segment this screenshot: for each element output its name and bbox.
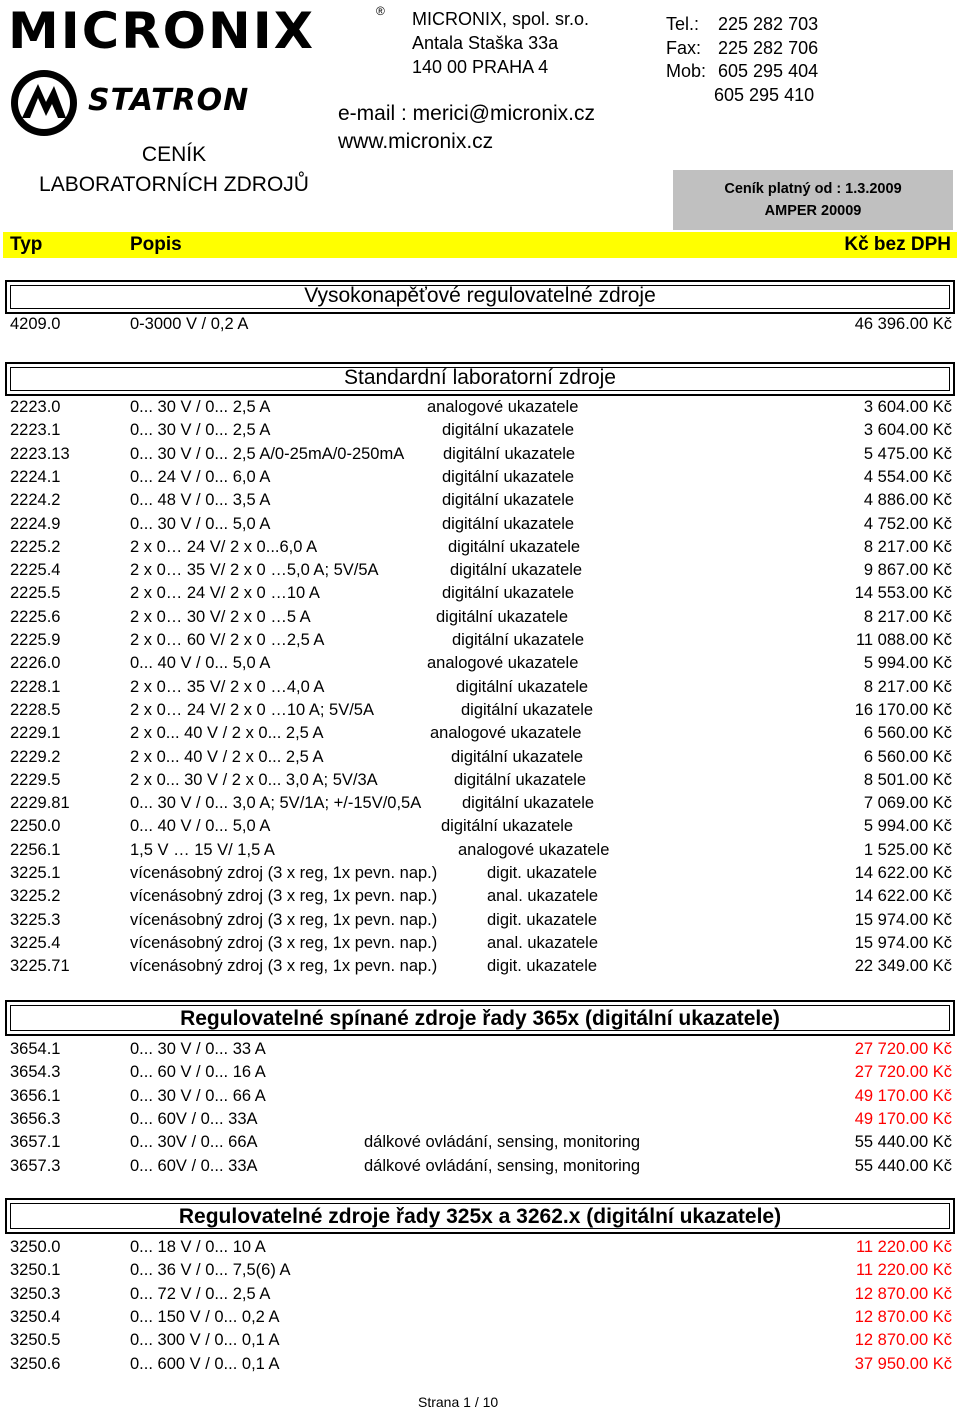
table-row <box>10 839 952 862</box>
table-row <box>10 1283 952 1306</box>
row-description: 0... 60V / 0... 33A <box>130 1109 258 1128</box>
table-row <box>10 862 952 885</box>
row-type-code: 2229.81 <box>10 794 70 813</box>
table-row <box>10 582 952 605</box>
row-description: 2 x 0… 24 V/ 2 x 0 …10 A; 5V/5A <box>130 700 374 719</box>
table-row <box>10 1131 952 1154</box>
table-row <box>10 676 952 699</box>
company-street: Antala Staška 33a <box>412 33 559 53</box>
row-price: 37 950.00 Kč <box>854 1354 952 1373</box>
row-type-code: 2224.9 <box>10 514 61 533</box>
row-description: 0... 30 V / 0... 2,5 A/0-25mA/0-250mA <box>130 444 405 463</box>
row-price: 27 720.00 Kč <box>854 1040 952 1058</box>
company-city: 140 00 PRAHA 4 <box>412 57 549 77</box>
row-type-code: 2225.4 <box>10 561 61 580</box>
row-description: 0... 40 V / 0... 5,0 A <box>130 654 271 673</box>
row-price: 11 220.00 Kč <box>855 1238 952 1256</box>
table-row <box>10 419 952 442</box>
company-address <box>412 7 589 79</box>
registered-mark: ® <box>376 4 385 18</box>
row-price: 7 069.00 Kč <box>863 794 952 813</box>
table-row <box>10 536 952 559</box>
row-note: analogové ukazatele <box>427 398 579 416</box>
row-description: 0... 600 V / 0... 0,1 A <box>130 1354 280 1373</box>
row-type-code: 2225.2 <box>10 537 61 556</box>
row-description: vícenásobný zdroj (3 x reg, 1x pevn. nap.) <box>130 957 438 976</box>
row-note: digit. ukazatele <box>487 864 598 882</box>
row-note: digitální ukazatele <box>461 700 594 719</box>
row-note: digitální ukazatele <box>462 794 595 813</box>
row-description: 0... 30 V / 0... 5,0 A <box>130 514 271 533</box>
table-row <box>10 396 952 419</box>
column-header-bar <box>3 232 957 258</box>
row-description: 0... 24 V / 0... 6,0 A <box>130 467 271 486</box>
phone-value: 605 295 404 <box>718 61 819 81</box>
row-description: 1,5 V … 15 V/ 1,5 A <box>130 840 275 859</box>
row-price: 4 886.00 Kč <box>863 491 952 510</box>
row-note: anal. ukazatele <box>487 887 598 906</box>
table-row <box>10 313 952 336</box>
row-price: 4 752.00 Kč <box>863 514 952 533</box>
row-note: digit. ukazatele <box>487 910 598 929</box>
row-price: 12 870.00 Kč <box>854 1307 952 1326</box>
row-price: 55 440.00 Kč <box>854 1156 952 1175</box>
table-row <box>10 443 952 466</box>
column-type: Typ <box>10 234 43 255</box>
section-title: Regulovatelné spínané zdroje řady 365x (digitální ukazatele) <box>180 1007 780 1030</box>
row-note: digitální ukazatele <box>441 817 574 836</box>
row-note: digitální ukazatele <box>442 421 575 440</box>
row-note: analogové ukazatele <box>427 654 579 673</box>
row-price: 14 622.00 Kč <box>854 864 952 882</box>
row-price: 49 170.00 Kč <box>854 1086 952 1105</box>
table-row <box>10 652 952 675</box>
row-description: 0... 60V / 0... 33A <box>130 1156 258 1175</box>
row-price: 11 088.00 Kč <box>855 631 952 649</box>
row-note: digitální ukazatele <box>442 467 575 486</box>
row-price: 14 553.00 Kč <box>854 584 952 603</box>
row-type-code: 3656.3 <box>10 1109 61 1128</box>
table-row <box>10 769 952 792</box>
phone-value: 605 295 410 <box>714 84 815 105</box>
row-description: 0... 30 V / 0... 33 A <box>130 1040 266 1058</box>
row-type-code: 3657.1 <box>10 1133 61 1152</box>
row-type-code: 3250.0 <box>10 1238 61 1256</box>
table-row <box>10 1061 952 1084</box>
table-row <box>10 1236 952 1259</box>
phone-label: Tel.: <box>666 14 700 34</box>
row-type-code: 2256.1 <box>10 840 61 859</box>
row-price: 5 994.00 Kč <box>863 817 952 836</box>
row-description: 0... 300 V / 0... 0,1 A <box>130 1331 280 1350</box>
row-note: dálkové ovládání, sensing, monitoring <box>364 1156 641 1175</box>
row-description: 0... 30 V / 0... 2,5 A <box>130 421 271 440</box>
row-description: 2 x 0... 40 V / 2 x 0... 2,5 A <box>130 724 324 743</box>
phone-label: Fax: <box>666 37 702 58</box>
row-description: 2 x 0… 24 V/ 2 x 0...6,0 A <box>130 537 318 556</box>
row-description: vícenásobný zdroj (3 x reg, 1x pevn. nap.) <box>130 910 438 929</box>
row-price: 16 170.00 Kč <box>854 700 952 719</box>
row-price: 8 501.00 Kč <box>863 770 952 789</box>
document-title-line2: LABORATORNÍCH ZDROJŮ <box>39 173 309 196</box>
row-note: digitální ukazatele <box>456 677 589 696</box>
row-type-code: 3225.2 <box>10 887 61 906</box>
table-row <box>10 1329 952 1352</box>
row-description: 0... 18 V / 0... 10 A <box>130 1238 266 1256</box>
row-price: 27 720.00 Kč <box>854 1063 952 1082</box>
row-description: 2 x 0… 35 V/ 2 x 0 …4,0 A <box>130 677 325 696</box>
table-row <box>10 792 952 815</box>
row-type-code: 3250.1 <box>10 1261 61 1280</box>
table-row <box>10 489 952 512</box>
row-price: 12 870.00 Kč <box>854 1284 952 1303</box>
row-description: 0... 48 V / 0... 3,5 A <box>130 491 271 510</box>
table-row <box>10 1259 952 1282</box>
validity-event: AMPER 20009 <box>764 203 862 219</box>
document-title-line1: CENÍK <box>141 143 207 166</box>
row-type-code: 2223.1 <box>10 421 61 440</box>
row-description: 2 x 0… 24 V/ 2 x 0 …10 A <box>130 584 320 603</box>
row-note: analogové ukazatele <box>430 724 582 743</box>
table-row <box>10 909 952 932</box>
row-type-code: 2224.1 <box>10 467 61 486</box>
sub-brand-wordmark: STATRON <box>88 83 250 118</box>
table-row <box>10 559 952 582</box>
row-note: anal. ukazatele <box>487 933 598 952</box>
row-price: 55 440.00 Kč <box>854 1133 952 1152</box>
table-row <box>10 1353 952 1376</box>
row-type-code: 3250.3 <box>10 1284 61 1303</box>
row-note: digitální ukazatele <box>442 491 575 510</box>
row-type-code: 2229.5 <box>10 770 61 789</box>
row-description: vícenásobný zdroj (3 x reg, 1x pevn. nap.) <box>130 933 438 952</box>
section-title: Regulovatelné zdroje řady 325x a 3262.x (digitální ukazatele) <box>178 1205 782 1228</box>
row-type-code: 2225.5 <box>10 584 61 603</box>
row-type-code: 2223.13 <box>10 444 70 463</box>
row-description: 2 x 0... 30 V / 2 x 0... 3,0 A; 5V/3A <box>130 770 378 789</box>
row-note: digitální ukazatele <box>450 561 583 580</box>
row-type-code: 3657.3 <box>10 1156 61 1175</box>
row-type-code: 2229.2 <box>10 747 61 766</box>
row-price: 8 217.00 Kč <box>863 677 952 696</box>
row-price: 8 217.00 Kč <box>863 537 952 556</box>
row-description: 2 x 0… 30 V/ 2 x 0 …5 A <box>130 607 311 626</box>
row-price: 46 396.00 Kč <box>854 315 952 333</box>
row-price: 5 475.00 Kč <box>863 444 952 463</box>
company-email[interactable]: e-mail : merici@micronix.cz <box>338 102 596 125</box>
row-price: 3 604.00 Kč <box>863 421 952 440</box>
row-type-code: 2225.9 <box>10 631 61 649</box>
row-type-code: 2226.0 <box>10 654 61 673</box>
row-note: analogové ukazatele <box>458 840 610 859</box>
row-price: 9 867.00 Kč <box>863 561 952 580</box>
table-row <box>10 722 952 745</box>
row-description: 0... 30 V / 0... 2,5 A <box>130 398 271 416</box>
row-type-code: 2224.2 <box>10 491 61 510</box>
row-description: 2 x 0… 60 V/ 2 x 0 …2,5 A <box>130 631 325 649</box>
row-type-code: 4209.0 <box>10 315 61 333</box>
phone-label: Mob: <box>666 61 707 81</box>
row-description: 0... 60 V / 0... 16 A <box>130 1063 266 1082</box>
row-note: digitální ukazatele <box>452 631 585 649</box>
row-price: 4 554.00 Kč <box>863 467 952 486</box>
row-type-code: 3250.4 <box>10 1307 61 1326</box>
row-type-code: 2228.1 <box>10 677 61 696</box>
table-row <box>10 1108 952 1131</box>
phone-value: 225 282 706 <box>718 37 819 58</box>
row-description: vícenásobný zdroj (3 x reg, 1x pevn. nap.) <box>130 887 438 906</box>
row-type-code: 3225.71 <box>10 957 70 976</box>
row-note: digitální ukazatele <box>451 747 584 766</box>
row-description: 0-3000 V / 0,2 A <box>130 315 249 333</box>
row-description: 0... 30 V / 0... 3,0 A; 5V/1A; +/-15V/0,5A <box>130 794 422 813</box>
row-price: 14 622.00 Kč <box>854 887 952 906</box>
row-price: 15 974.00 Kč <box>854 933 952 952</box>
company-name: MICRONIX, spol. sr.o. <box>412 9 590 29</box>
table-row <box>10 885 952 908</box>
row-price: 3 604.00 Kč <box>863 398 952 416</box>
row-price: 1 525.00 Kč <box>863 840 952 859</box>
table-row <box>10 1038 952 1061</box>
column-description: Popis <box>130 234 182 255</box>
row-description: 0... 30 V / 0... 66 A <box>130 1086 266 1105</box>
company-website[interactable]: www.micronix.cz <box>338 130 494 153</box>
table-row <box>10 955 952 978</box>
row-description: 0... 150 V / 0... 0,2 A <box>130 1307 280 1326</box>
price-validity-box <box>673 170 953 230</box>
row-description: 0... 30V / 0... 66A <box>130 1133 258 1152</box>
row-description: 0... 72 V / 0... 2,5 A <box>130 1284 271 1303</box>
row-type-code: 3656.1 <box>10 1086 61 1105</box>
table-row <box>10 746 952 769</box>
row-note: digitální ukazatele <box>454 770 587 789</box>
table-row <box>10 466 952 489</box>
row-description: vícenásobný zdroj (3 x reg, 1x pevn. nap.) <box>130 864 438 882</box>
row-note: digitální ukazatele <box>436 607 569 626</box>
row-note: digitální ukazatele <box>442 584 575 603</box>
row-price: 22 349.00 Kč <box>854 957 952 976</box>
row-price: 8 217.00 Kč <box>863 607 952 626</box>
page-number: Strana 1 / 10 <box>418 1394 499 1410</box>
column-price: Kč bez DPH <box>844 234 951 255</box>
row-description: 0... 36 V / 0... 7,5(6) A <box>130 1261 291 1280</box>
table-row <box>10 1085 952 1108</box>
table-row <box>10 513 952 536</box>
brand-wordmark: MICRONIX <box>8 2 316 60</box>
table-row <box>10 1306 952 1329</box>
section-title: Vysokonapěťové regulovatelné zdroje <box>304 284 656 307</box>
section-title: Standardní laboratorní zdroje <box>343 366 616 389</box>
table-row <box>10 815 952 838</box>
table-row <box>10 606 952 629</box>
row-price: 11 220.00 Kč <box>855 1261 952 1280</box>
row-price: 5 994.00 Kč <box>863 654 952 673</box>
table-row <box>10 932 952 955</box>
row-price: 6 560.00 Kč <box>863 747 952 766</box>
row-type-code: 3225.3 <box>10 910 61 929</box>
row-type-code: 2228.5 <box>10 700 61 719</box>
row-price: 49 170.00 Kč <box>854 1109 952 1128</box>
row-type-code: 2225.6 <box>10 607 61 626</box>
document-title <box>0 140 348 200</box>
row-type-code: 2229.1 <box>10 724 61 743</box>
row-type-code: 2250.0 <box>10 817 61 836</box>
row-price: 15 974.00 Kč <box>854 910 952 929</box>
row-note: digitální ukazatele <box>448 537 581 556</box>
row-note: digitální ukazatele <box>442 514 575 533</box>
row-type-code: 3654.1 <box>10 1040 61 1058</box>
phone-value: 225 282 703 <box>718 14 819 34</box>
table-row <box>10 699 952 722</box>
row-note: digitální ukazatele <box>443 444 576 463</box>
row-type-code: 3654.3 <box>10 1063 61 1082</box>
row-description: 0... 40 V / 0... 5,0 A <box>130 817 271 836</box>
row-type-code: 3225.4 <box>10 933 61 952</box>
row-note: digit. ukazatele <box>487 957 598 976</box>
statron-emblem-icon <box>8 68 80 138</box>
validity-date: Ceník platný od : 1.3.2009 <box>724 181 902 197</box>
row-type-code: 2223.0 <box>10 398 61 416</box>
row-price: 6 560.00 Kč <box>863 724 952 743</box>
row-description: 2 x 0… 35 V/ 2 x 0 …5,0 A; 5V/5A <box>130 561 379 580</box>
row-type-code: 3250.5 <box>10 1331 61 1350</box>
table-row <box>10 629 952 652</box>
row-description: 2 x 0... 40 V / 2 x 0... 2,5 A <box>130 747 324 766</box>
row-type-code: 3225.1 <box>10 864 61 882</box>
row-price: 12 870.00 Kč <box>854 1331 952 1350</box>
table-row <box>10 1155 952 1178</box>
row-note: dálkové ovládání, sensing, monitoring <box>364 1133 641 1152</box>
row-type-code: 3250.6 <box>10 1354 61 1373</box>
company-contacts-online <box>338 100 595 156</box>
